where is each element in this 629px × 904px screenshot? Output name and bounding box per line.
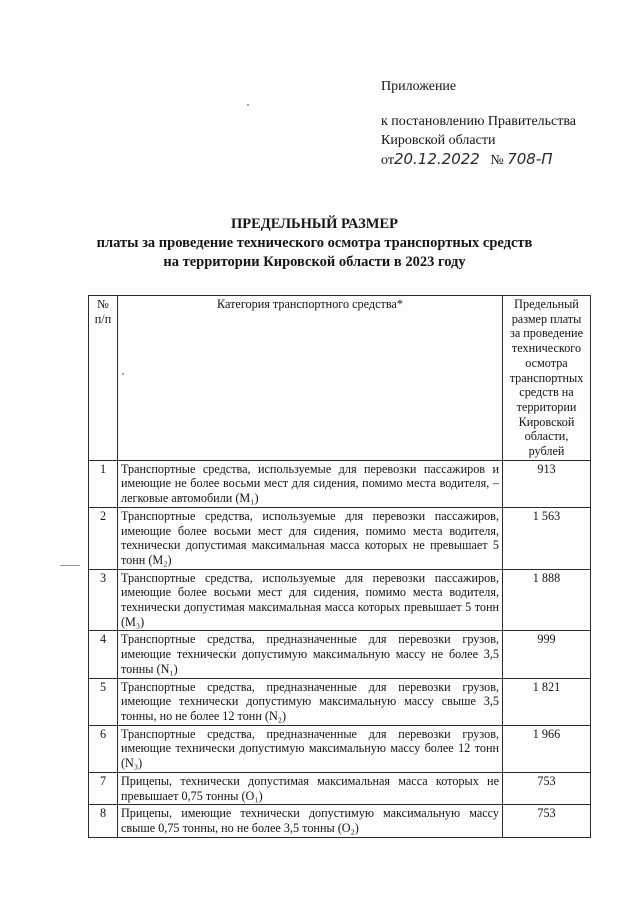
scan-dot — [122, 373, 124, 375]
scan-artifact — [60, 565, 80, 566]
tariff-table — [88, 295, 591, 838]
number-prefix: № — [490, 153, 504, 168]
decree-line-1: к постановлению Правительства — [381, 114, 577, 129]
date-prefix: от — [381, 153, 394, 168]
table-row — [89, 569, 591, 631]
table-row — [89, 631, 591, 678]
appendix-header — [381, 77, 576, 170]
row-category: Транспортные средства, предназначенные для перевозки грузов, имеющие технически допустимую максимальную массу свыше 3,5 тонны, но не более 12 тонн (N₂) — [118, 678, 503, 725]
row-number: 8 — [89, 805, 118, 837]
table-row — [89, 460, 591, 507]
row-price: 999 — [503, 631, 591, 678]
table-row — [89, 772, 591, 804]
row-number: 2 — [89, 507, 118, 569]
row-price: 913 — [503, 460, 591, 507]
header-price: Предельный размер платы за проведение технического осмотра транспортных средств на территории Кировской области, рублей — [503, 296, 591, 461]
header-num-text: № п/п — [94, 297, 112, 326]
row-category: Транспортные средства, предназначенные для перевозки грузов, имеющие технически допустимую максимальную массу не более 3,5 тонны (N₁) — [118, 631, 503, 678]
title-line-2: платы за проведение технического осмотра транспортных средств — [96, 235, 533, 251]
row-category: Транспортные средства, используемые для перевозки пассажиров и имеющие не более восьми мест для сидения, помимо места водителя, – легковые автомобили (M₁) — [118, 460, 503, 507]
header-num — [89, 296, 118, 461]
scan-dot — [247, 104, 249, 106]
row-category: Транспортные средства, предназначенные для перевозки грузов, имеющие технически допустимую максимальную массу более 12 тонн (N₃) — [118, 725, 503, 772]
row-price: 1 563 — [503, 507, 591, 569]
appendix-label: Приложение — [381, 79, 457, 94]
header-category: Категория транспортного средства* — [118, 296, 503, 461]
row-category: Прицепы, технически допустимая максимальная масса которых не превышает 0,75 тонны (O₁) — [118, 772, 503, 804]
table-row — [89, 678, 591, 725]
row-price: 753 — [503, 772, 591, 804]
tariff-table-body — [89, 460, 591, 837]
decree-line-2: Кировской области — [381, 133, 496, 148]
row-category: Транспортные средства, используемые для перевозки пассажиров, имеющие более восьми мест для сидения, помимо места водителя, технически допустимая максимальная масса которых не превышает 5 тонн (M₂) — [118, 507, 503, 569]
document-title — [0, 215, 629, 272]
row-price: 1 888 — [503, 569, 591, 631]
handwritten-date: 20.12.2022 — [393, 150, 480, 168]
row-price: 1 966 — [503, 725, 591, 772]
row-number: 6 — [89, 725, 118, 772]
title-line-1: ПРЕДЕЛЬНЫЙ РАЗМЕР — [230, 216, 399, 232]
row-price: 753 — [503, 805, 591, 837]
table-header-row — [89, 296, 591, 461]
table-row — [89, 507, 591, 569]
row-category: Прицепы, имеющие технически допустимую максимальную массу свыше 0,75 тонны, но не более 3,5 тонны (O₂) — [118, 805, 503, 837]
row-number: 5 — [89, 678, 118, 725]
row-number: 7 — [89, 772, 118, 804]
row-category: Транспортные средства, используемые для перевозки пассажиров, имеющие более восьми мест для сидения, помимо места водителя, технически допустимая максимальная масса которых превышает 5 тонн (M₃) — [118, 569, 503, 631]
title-line-3: на территории Кировской области в 2023 году — [163, 254, 466, 270]
decree-date-number — [381, 150, 576, 170]
row-number: 3 — [89, 569, 118, 631]
handwritten-number: 708-П — [507, 150, 553, 168]
table-row — [89, 805, 591, 837]
row-price: 1 821 — [503, 678, 591, 725]
row-number: 4 — [89, 631, 118, 678]
table-row — [89, 725, 591, 772]
row-number: 1 — [89, 460, 118, 507]
